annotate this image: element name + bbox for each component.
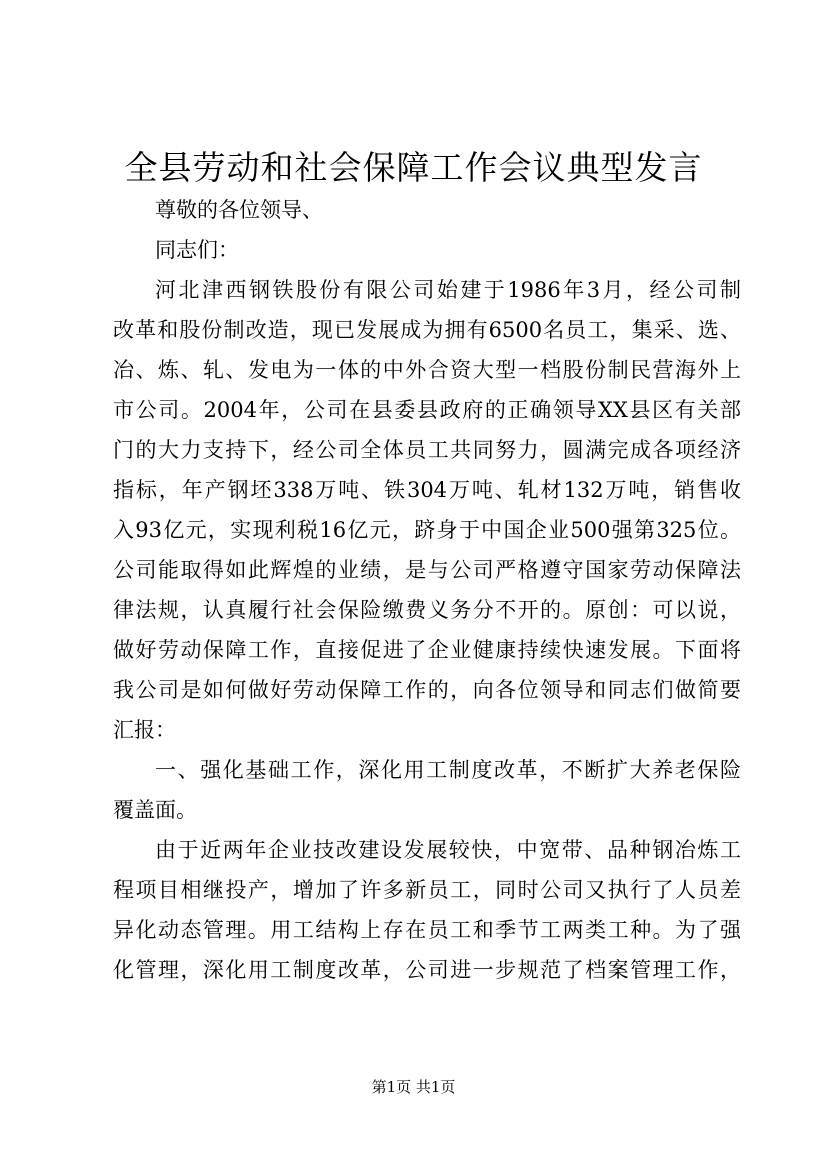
body-text-line: 指标，年产钢坯338万吨、铁304万吨、轧材132万吨，销售收 bbox=[113, 478, 741, 502]
body-text-line: 一、强化基础工作，深化用工制度改革，不断扩大养老保险 bbox=[155, 758, 741, 782]
body-text-line: 公司能取得如此辉煌的业绩，是与公司严格遵守国家劳动保障法 bbox=[113, 558, 741, 582]
body-text-line: 冶、炼、轧、发电为一体的中外合资大型一档股份制民营海外上 bbox=[113, 358, 741, 382]
body-text-line: 律法规，认真履行社会保险缴费义务分不开的。原创：可以说， bbox=[113, 598, 741, 622]
document-title: 全县劳动和社会保障工作会议典型发言 bbox=[124, 148, 703, 187]
body-text-line: 程项目相继投产，增加了许多新员工，同时公司又执行了人员差 bbox=[113, 878, 741, 902]
body-text-line: 我公司是如何做好劳动保障工作的，向各位领导和同志们做简要 bbox=[113, 678, 741, 702]
body-text-line: 市公司。2004年，公司在县委县政府的正确领导XX县区有关部 bbox=[113, 398, 741, 422]
body-text-line: 化管理，深化用工制度改革，公司进一步规范了档案管理工作， bbox=[113, 958, 741, 982]
body-text-line: 异化动态管理。用工结构上存在员工和季节工两类工种。为了强 bbox=[113, 918, 741, 942]
document-body bbox=[113, 190, 741, 990]
body-text-line: 改革和股份制改造，现已发展成为拥有6500名员工，集采、选、 bbox=[113, 318, 741, 342]
salutation-line: 同志们： bbox=[155, 238, 239, 262]
page-footer: 第1页 共1页 bbox=[371, 1078, 456, 1096]
body-paragraphs bbox=[113, 270, 741, 990]
body-text-line: 汇报： bbox=[113, 718, 176, 742]
body-text-line: 门的大力支持下，经公司全体员工共同努力，圆满完成各项经济 bbox=[113, 438, 741, 462]
salutation-line: 尊敬的各位领导、 bbox=[155, 198, 323, 222]
body-text-line: 由于近两年企业技改建设发展较快，中宽带、品种钢冶炼工 bbox=[155, 838, 741, 862]
body-text-line: 覆盖面。 bbox=[113, 798, 197, 822]
body-text-line: 做好劳动保障工作，直接促进了企业健康持续快速发展。下面将 bbox=[113, 638, 741, 662]
body-text-line: 河北津西钢铁股份有限公司始建于1986年3月，经公司制 bbox=[155, 278, 741, 302]
body-text-line: 入93亿元，实现利税16亿元，跻身于中国企业500强第325位。 bbox=[113, 518, 741, 542]
